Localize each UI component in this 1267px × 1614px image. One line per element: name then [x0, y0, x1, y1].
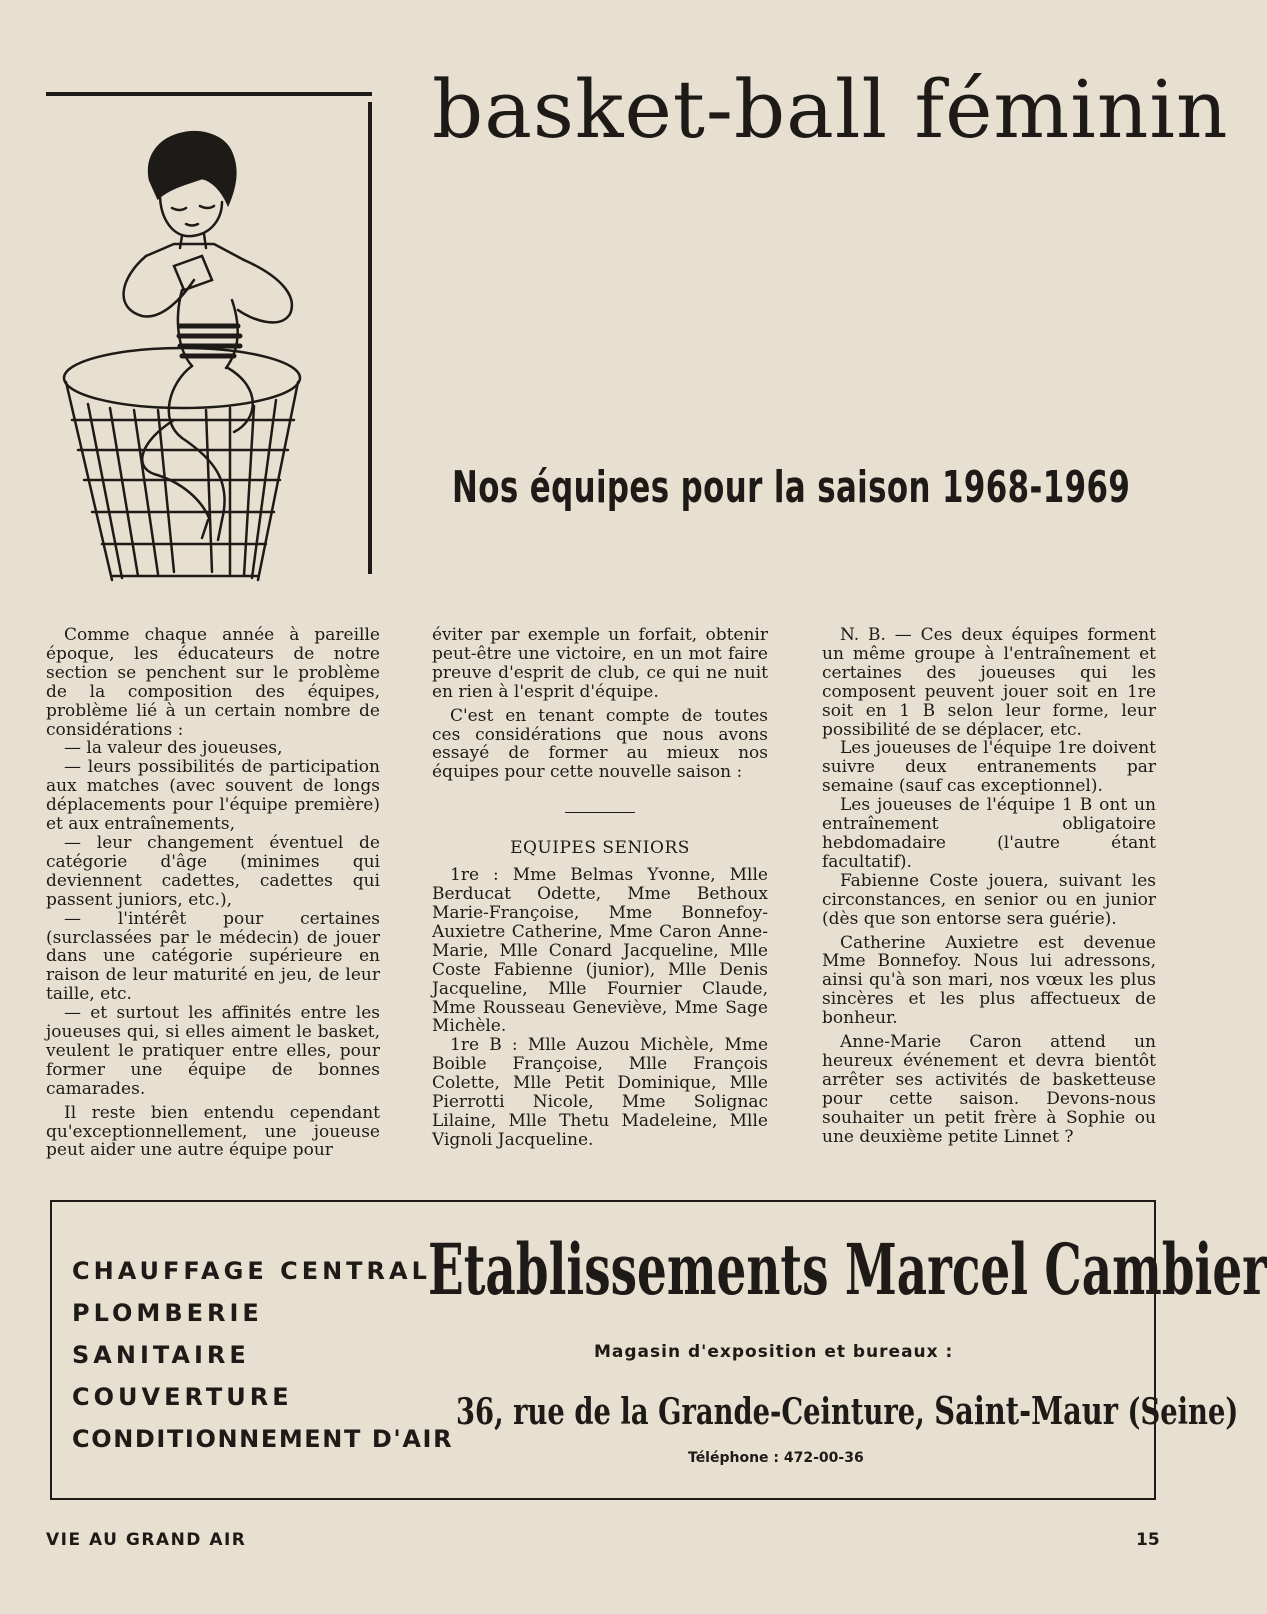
paragraph: Fabienne Coste jouera, suivant les circonstances, en senior ou en junior (dès que son entorse sera guérie).: [822, 870, 1156, 929]
frame-right-line: [368, 102, 372, 574]
team-label: 1re B :: [450, 1035, 518, 1056]
paragraph: — la valeur des joueuses,: [64, 738, 283, 759]
team-members: Mlle Auzou Michèle, Mme Boible Françoise, Mlle François Colette, Mlle Petit Dominique, Mlle Pierrotti Nicole, Mme Solignac Lilaine, Mlle Thetu Madeleine, Mlle Vignoli Jacqueline.: [432, 1035, 768, 1150]
paragraph: C'est en tenant compte de toutes ces considérations que nous avons essayé de former au mieux nos équipes pour cette nouvelle saison :: [432, 705, 768, 783]
ad-showroom-text: Magasin d'exposition et bureaux :: [594, 1342, 954, 1362]
paragraph: Les joueuses de l'équipe 1 B ont un entraînement obligatoire hebdomadaire (l'autre étant facultatif).: [822, 795, 1156, 872]
paragraph: Il reste bien entendu cependant qu'exceptionnellement, une joueuse peut aider une autre équipe pour: [46, 1102, 380, 1161]
article-subtitle: Nos équipes pour la saison 1968-1969: [452, 462, 1131, 513]
paragraph: Catherine Auxietre est devenue Mme Bonnefoy. Nous lui adressons, ainsi qu'à son mari, nos vœux les plus sincères et les plus affectueux de bonheur.: [822, 932, 1156, 1029]
section-heading: EQUIPES SENIORS: [510, 838, 690, 859]
ad-address: [456, 1388, 1238, 1433]
woman-on-basket-hoop-drawing-icon: [62, 120, 312, 590]
article-title: basket-ball féminin: [432, 63, 1229, 156]
article-column-2: [432, 626, 768, 1150]
team-label: 1re :: [450, 865, 499, 886]
article-column-1: [46, 626, 380, 1160]
paragraph: — leurs possibilités de participation aux matches (avec souvent de longs déplacements pour l'équipe première) et aux entraînements,: [46, 757, 380, 835]
ad-region: (Seine): [1127, 1391, 1239, 1433]
ad-service-item: PLOMBERIE: [72, 1299, 263, 1327]
paragraph: N. B. — Ces deux équipes forment un même groupe à l'entraînement et certaines des joueuses qui les composent peuvent jouer soit en 1re soit en 1 B selon leur forme, leur possibilité de se déplacer, etc.: [822, 625, 1156, 740]
paragraph: Les joueuses de l'équipe 1re doivent suivre deux entranements par semaine (sauf cas exceptionnel).: [822, 738, 1156, 797]
advertisement-box: [50, 1200, 1267, 1500]
team-list-2: [432, 1036, 768, 1149]
ad-services-list: [72, 1250, 453, 1460]
ad-company-name: Etablissements Marcel Cambier: [428, 1228, 1267, 1311]
ad-city: Saint-Maur: [934, 1388, 1119, 1433]
ad-service-item: SANITAIRE: [72, 1341, 250, 1369]
page-number: 15: [1136, 1530, 1160, 1550]
team-list-1: [432, 866, 768, 1036]
paragraph: — et surtout les affinités entre les joueuses qui, si elles aiment le basket, veulent le pratiquer entre elles, pour former une équipe de bonnes camarades.: [46, 1003, 380, 1099]
ad-service-item: CONDITIONNEMENT D'AIR: [72, 1425, 454, 1453]
ad-service-item: COUVERTURE: [72, 1383, 293, 1411]
ad-service-item: CHAUFFAGE CENTRAL: [72, 1257, 431, 1285]
paragraph: Comme chaque année à pareille époque, les éducateurs de notre section se penchent sur le problème de la composition des équipes, problème lié à un certain nombre de considérations :: [46, 625, 380, 740]
frame-top-line: [46, 92, 372, 96]
ad-street: 36, rue de la Grande-Ceinture,: [456, 1391, 925, 1433]
paragraph: Anne-Marie Caron attend un heureux événement et devra bientôt arrêter ses activités de basketteuse pour cette saison. Devons-nous souhaiter un petit frère à Sophie ou une deuxième petite Linnet ?: [822, 1032, 1156, 1147]
section-divider: [565, 812, 635, 813]
magazine-name: VIE AU GRAND AIR: [46, 1530, 247, 1550]
ad-phone: Téléphone : 472-00-36: [688, 1450, 864, 1466]
paragraph: — leur changement éventuel de catégorie d'âge (minimes qui deviennent cadettes, cadettes qui passent juniors, etc.),: [46, 832, 380, 910]
paragraph: éviter par exemple un forfait, obtenir peut-être une victoire, en un mot faire preuve d'esprit de club, ce qui ne nuit en rien à l'esprit d'équipe.: [432, 625, 768, 702]
paragraph: — l'intérêt pour certaines (surclassées par le médecin) de jouer dans une catégorie supérieure en raison de leur maturité en jeu, de leur taille, etc.: [46, 908, 380, 1005]
team-members: Mme Belmas Yvonne, Mlle Berducat Odette, Mme Bethoux Marie-Françoise, Mme Bonnefoy-Auxietre Catherine, Mme Caron Anne-Marie, Mlle Conard Jacqueline, Mlle Coste Fabienne (junior), Mlle Denis Jacqueline, Mlle Fournier Claude, Mme Rousseau Geneviève, Mme Sage Michèle.: [432, 865, 768, 1037]
article-column-3: [822, 626, 1156, 1146]
